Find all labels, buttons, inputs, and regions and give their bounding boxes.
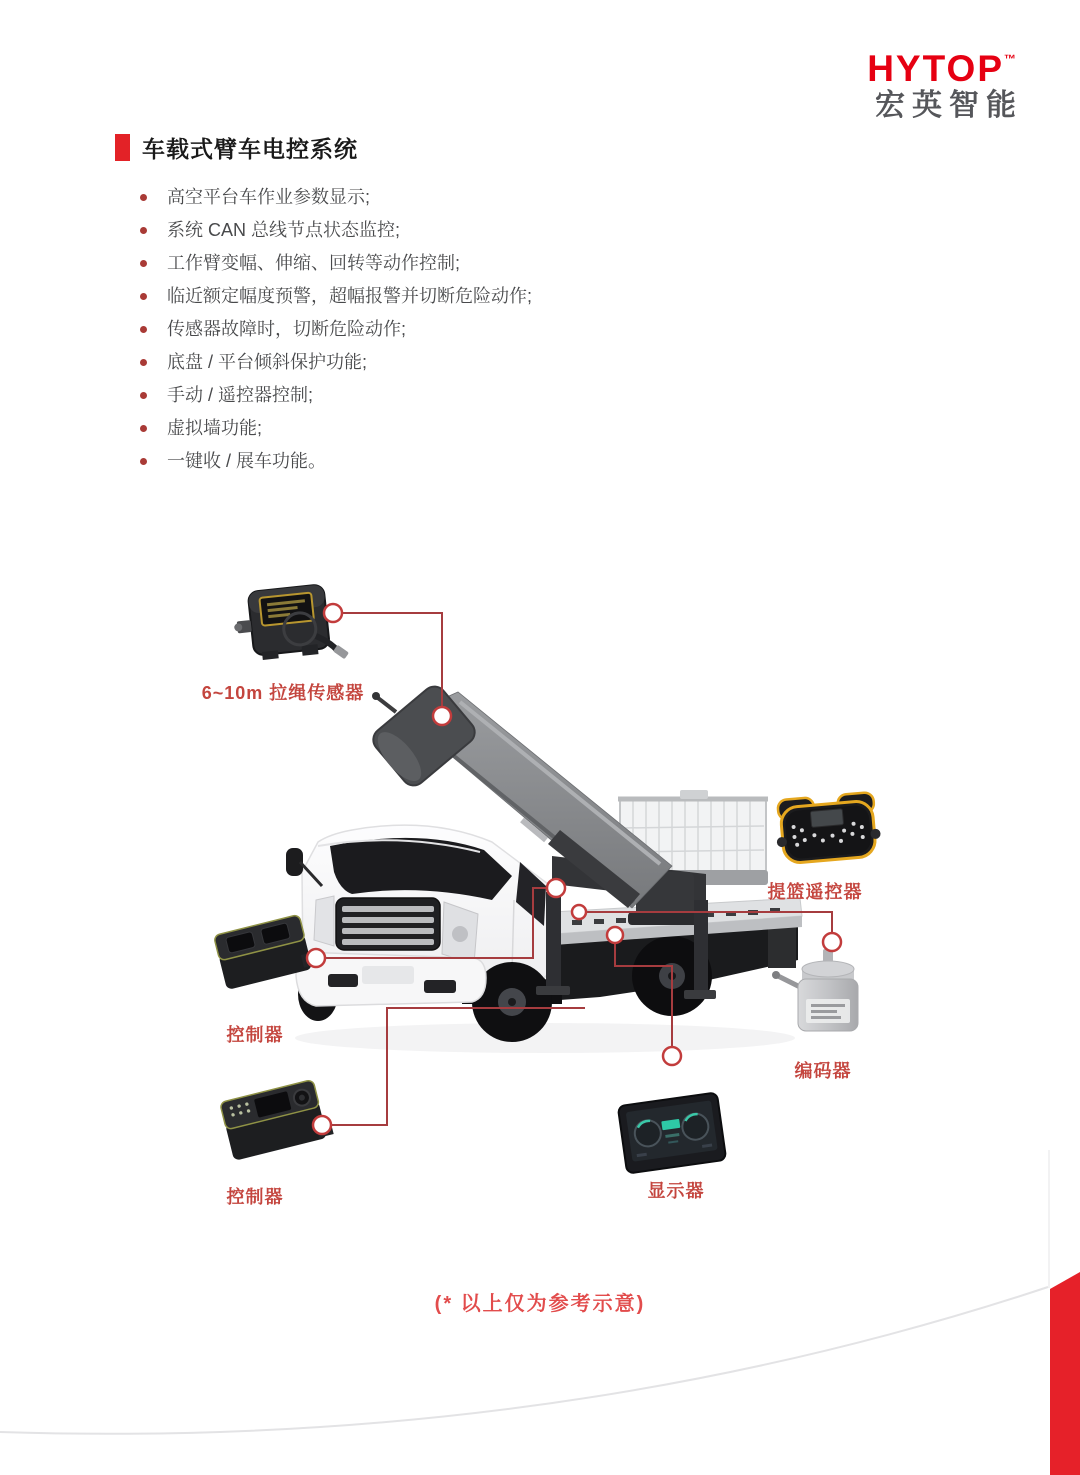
- label-controller-top: 控制器: [226, 1025, 284, 1045]
- footnote: (* 以上仅为参考示意): [434, 1293, 646, 1315]
- feature-item: 传感器故障时，切断危险动作;: [140, 320, 532, 339]
- remote-control-device: [773, 792, 882, 865]
- display-device: [618, 1092, 726, 1173]
- feature-item: 临近额定幅度预警，超幅报警并切断危险动作;: [140, 287, 532, 306]
- feature-list: [140, 188, 532, 485]
- feature-item: 手动 / 遥控器控制;: [140, 386, 532, 405]
- section-title-row: [115, 131, 358, 164]
- label-basket-remote: 提篮遥控器: [767, 882, 863, 902]
- rope-sensor-device: [231, 584, 349, 662]
- label-rope-sensor: 6~10m 拉绳传感器: [201, 683, 365, 703]
- truck-illustration: [286, 682, 802, 1053]
- feature-item: 一键收 / 展车功能。: [140, 452, 532, 471]
- feature-item: 虚拟墙功能;: [140, 419, 532, 438]
- page-title: 车载式臂车电控系统: [142, 136, 358, 162]
- feature-item: 工作臂变幅、伸缩、回转等动作控制;: [140, 254, 532, 273]
- brand-logo-text: HYTOP: [867, 48, 1004, 89]
- feature-item: 系统 CAN 总线节点状态监控;: [140, 221, 532, 240]
- feature-item: 底盘 / 平台倾斜保护功能;: [140, 353, 532, 372]
- title-marker: [115, 134, 130, 161]
- label-display: 显示器: [647, 1181, 705, 1201]
- trademark-symbol: ™: [1004, 52, 1016, 66]
- brand-logo: [867, 48, 1023, 122]
- brand-logo-chinese: 宏英智能: [875, 89, 1023, 122]
- feature-item: 高空平台车作业参数显示;: [140, 188, 532, 207]
- label-encoder: 编码器: [794, 1061, 852, 1081]
- brand-logo-wordmark: [867, 50, 1016, 87]
- label-controller-bottom: 控制器: [226, 1187, 284, 1207]
